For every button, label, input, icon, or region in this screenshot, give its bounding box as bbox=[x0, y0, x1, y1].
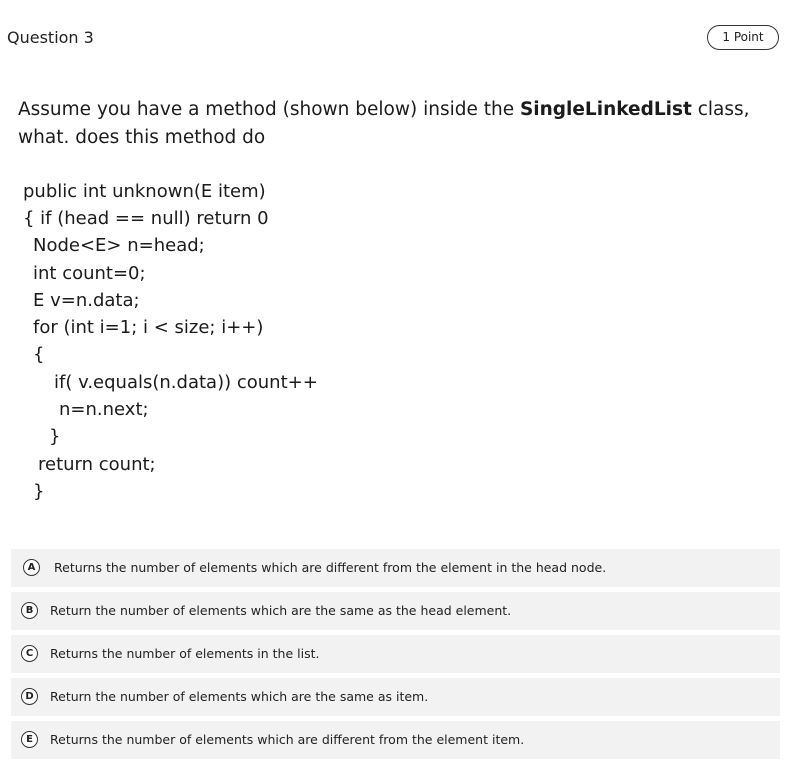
code-line: { if (head == null) return 0 bbox=[23, 208, 269, 229]
option-text: Returns the number of elements in the list. bbox=[50, 646, 320, 661]
code-line: { bbox=[33, 344, 45, 365]
option-text: Returns the number of elements which are different from the element item. bbox=[50, 732, 525, 747]
answer-option-d[interactable] bbox=[11, 678, 780, 716]
code-line: n=n.next; bbox=[59, 399, 149, 420]
option-text: Return the number of elements which are the same as the head element. bbox=[50, 603, 512, 618]
option-letter-badge: B bbox=[21, 602, 38, 619]
code-line: Node<E> n=head; bbox=[33, 235, 205, 256]
option-letter-badge: D bbox=[21, 688, 38, 705]
code-line: } bbox=[33, 481, 45, 502]
question-prompt bbox=[18, 96, 778, 152]
option-text: Returns the number of elements which are different from the element in the head node. bbox=[54, 560, 607, 575]
option-text: Return the number of elements which are the same as item. bbox=[50, 689, 429, 704]
code-line: if( v.equals(n.data)) count++ bbox=[54, 372, 318, 393]
prompt-text-end: class, what. does this method do bbox=[18, 99, 750, 148]
code-line: E v=n.data; bbox=[33, 290, 140, 311]
code-line: for (int i=1; i < size; i++) bbox=[33, 317, 264, 338]
option-letter-badge: C bbox=[21, 645, 38, 662]
prompt-text-start: Assume you have a method (shown below) inside the bbox=[18, 99, 520, 120]
answer-option-c[interactable] bbox=[11, 635, 780, 673]
answer-option-a[interactable] bbox=[11, 549, 780, 587]
answer-option-b[interactable] bbox=[11, 592, 780, 630]
code-line: public int unknown(E item) bbox=[23, 181, 266, 202]
answer-option-e[interactable] bbox=[11, 721, 780, 759]
points-badge: 1 Point bbox=[707, 25, 779, 50]
code-line: int count=0; bbox=[33, 263, 146, 284]
question-title: Question 3 bbox=[7, 28, 94, 47]
code-line: return count; bbox=[38, 454, 156, 475]
option-letter-badge: A bbox=[23, 559, 40, 576]
class-name: SingleLinkedList bbox=[519, 99, 692, 120]
code-line: } bbox=[49, 426, 61, 447]
option-letter-badge: E bbox=[21, 731, 38, 748]
